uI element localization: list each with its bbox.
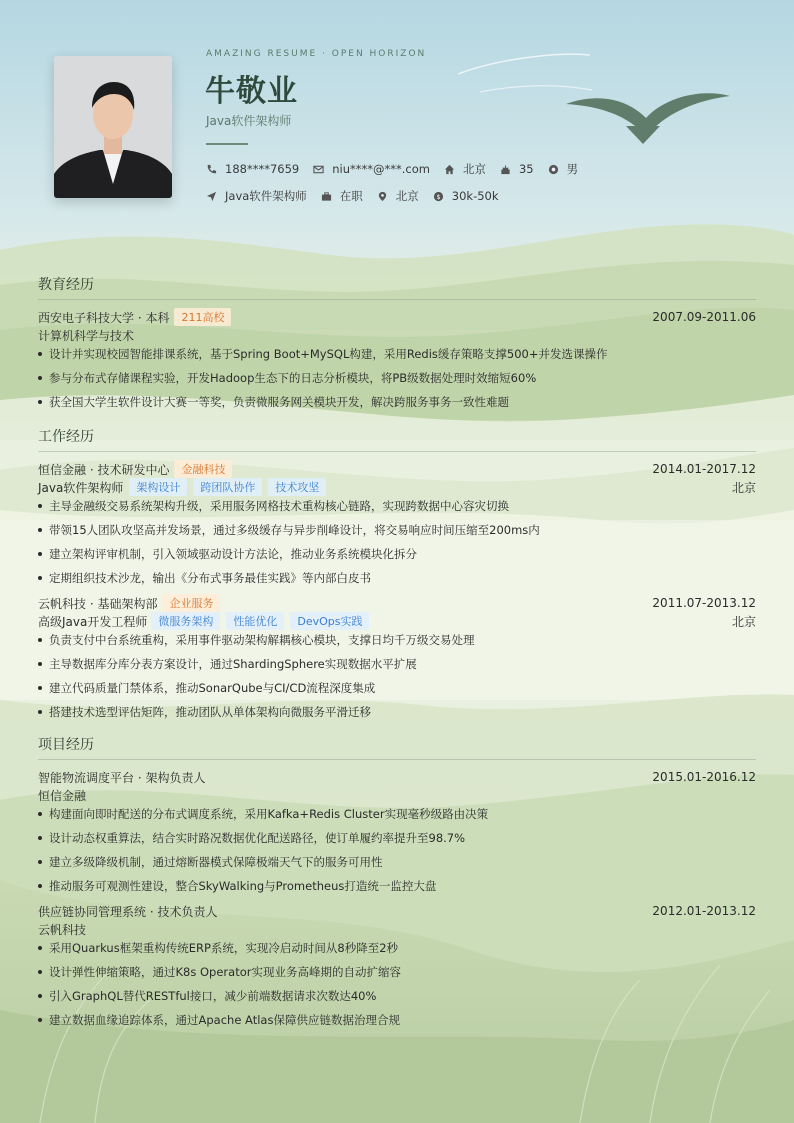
list-item: 构建面向即时配送的分布式调度系统，采用Kafka+Redis Cluster实现毫秒级路由决策 xyxy=(38,806,756,830)
salary-item xyxy=(433,189,499,203)
list-item: 主导数据库分库分表方案设计，通过ShardingSphere实现数据水平扩展 xyxy=(38,656,756,680)
project-entry-sub xyxy=(38,920,756,938)
project-org: 云帆科技 xyxy=(38,922,87,937)
phone-value[interactable]: 188****7659 xyxy=(225,162,300,176)
send-icon xyxy=(206,191,217,202)
work-bullets xyxy=(38,632,756,728)
candidate-name: 牛敬业 xyxy=(205,74,298,109)
target-position-value: Java软件架构师 xyxy=(225,189,307,203)
section-title: 项目经历 xyxy=(38,734,756,760)
list-item: 设计弹性伸缩策略，通过K8s Operator实现业务高峰期的自动扩缩容 xyxy=(38,964,756,988)
company-name: 恒信金融 · 技术研发中心 xyxy=(38,462,170,477)
title-divider xyxy=(206,143,248,145)
gender-item xyxy=(548,161,579,177)
target-city-item xyxy=(377,188,419,204)
project-name: 供应链协同管理系统 · 技术负责人 xyxy=(38,904,218,919)
projects-section xyxy=(38,734,756,1036)
list-item: 设计并实现校园智能排课系统，基于Spring Boot+MySQL构建，采用Redis缓存策略支撑500+并发选课操作 xyxy=(38,346,756,370)
work-entry-head xyxy=(38,460,756,478)
home-icon xyxy=(444,164,455,175)
work-bullets xyxy=(38,498,756,594)
education-date: 2007.09-2011.06 xyxy=(652,310,756,324)
list-item: 采用Quarkus框架重构传统ERP系统，实现冷启动时间从8秒降至2秒 xyxy=(38,940,756,964)
school-tag: 211高校 xyxy=(174,308,231,326)
project-name: 智能物流调度平台 · 架构负责人 xyxy=(38,770,206,785)
position-name: Java软件架构师 xyxy=(38,480,124,495)
list-item: 定期组织技术沙龙，输出《分布式事务最佳实践》等内部白皮书 xyxy=(38,570,756,594)
section-title: 工作经历 xyxy=(38,426,756,452)
work-location: 北京 xyxy=(731,614,756,629)
project-org: 恒信金融 xyxy=(38,788,87,803)
education-entry-head xyxy=(38,308,756,326)
project-date: 2015.01-2016.12 xyxy=(652,770,756,784)
age-value: 35 xyxy=(518,162,534,176)
gender-value: 男 xyxy=(566,162,579,176)
list-item: 带领15人团队攻坚高并发场景，通过多级缓存与异步削峰设计，将交易响应时间压缩至200ms内 xyxy=(38,522,756,546)
skill-tag: 性能优化 xyxy=(226,612,284,630)
work-entry-sub xyxy=(38,612,756,630)
project-entry-head xyxy=(38,768,756,786)
school-name: 西安电子科技大学 · 本科 xyxy=(38,310,170,325)
list-item: 推动服务可观测性建设，整合SkyWalking与Prometheus打造统一监控大盘 xyxy=(38,878,756,902)
money-icon xyxy=(433,191,444,202)
industry-tag: 企业服务 xyxy=(162,594,220,612)
education-section xyxy=(38,274,756,418)
list-item: 引入GraphQL替代RESTful接口，减少前端数据请求次数达40% xyxy=(38,988,756,1012)
list-item: 搭建技术选型评估矩阵，推动团队从单体架构向微服务平滑迁移 xyxy=(38,704,756,728)
list-item: 主导金融级交易系统架构升级，采用服务网格技术重构核心链路，实现跨数据中心容灾切换 xyxy=(38,498,756,522)
email-item xyxy=(313,162,430,176)
project-bullets xyxy=(38,806,756,902)
status-value: 在职 xyxy=(339,189,363,203)
major: 计算机科学与技术 xyxy=(38,328,135,343)
project-date: 2012.01-2013.12 xyxy=(652,904,756,918)
salary-value: 30k-50k xyxy=(451,189,499,203)
skill-tag: 跨团队协作 xyxy=(193,478,262,496)
mail-icon xyxy=(313,164,324,175)
svg-text:$: $ xyxy=(436,192,441,201)
cake-icon xyxy=(500,164,511,175)
education-bullets xyxy=(38,346,756,418)
company-name: 云帆科技 · 基础架构部 xyxy=(38,596,158,611)
work-location: 北京 xyxy=(731,480,756,495)
list-item: 设计动态权重算法，结合实时路况数据优化配送路径，使订单履约率提升至98.7% xyxy=(38,830,756,854)
work-date: 2011.07-2013.12 xyxy=(652,596,756,610)
target-city-value: 北京 xyxy=(395,189,419,203)
skill-tag: 技术攻坚 xyxy=(268,478,326,496)
project-entry-sub xyxy=(38,786,756,804)
skill-tag: DevOps实践 xyxy=(290,612,369,630)
location-pin-icon xyxy=(377,191,388,202)
list-item: 建立数据血缘追踪体系，通过Apache Atlas保障供应链数据治理合规 xyxy=(38,1012,756,1036)
work-entry-head xyxy=(38,594,756,612)
list-item: 参与分布式存储课程实验，开发Hadoop生态下的日志分析模块，将PB级数据处理时效缩短60% xyxy=(38,370,756,394)
job-title: Java软件架构师 xyxy=(206,114,292,128)
industry-tag: 金融科技 xyxy=(174,460,232,478)
phone-icon xyxy=(206,164,217,175)
work-entry-sub xyxy=(38,478,756,496)
city-value: 北京 xyxy=(462,162,486,176)
briefcase-icon xyxy=(321,191,332,202)
tagline: AMAZING RESUME · OPEN HORIZON xyxy=(206,49,427,59)
position-name: 高级Java开发工程师 xyxy=(38,614,148,629)
contact-row xyxy=(206,161,592,177)
profile-photo xyxy=(54,56,172,198)
work-section xyxy=(38,426,756,728)
list-item: 负责支付中台系统重构，采用事件驱动架构解耦核心模块，支撑日均千万级交易处理 xyxy=(38,632,756,656)
intent-row xyxy=(206,188,513,204)
skill-tag: 微服务架构 xyxy=(151,612,220,630)
gender-icon xyxy=(548,164,559,175)
list-item: 建立架构评审机制，引入领域驱动设计方法论，推动业务系统模块化拆分 xyxy=(38,546,756,570)
skill-tag: 架构设计 xyxy=(129,478,187,496)
list-item: 建立代码质量门禁体系，推动SonarQube与CI/CD流程深度集成 xyxy=(38,680,756,704)
status-item xyxy=(321,188,363,204)
project-bullets xyxy=(38,940,756,1036)
target-position-item xyxy=(206,188,307,204)
education-entry-sub xyxy=(38,326,756,344)
list-item: 获全国大学生软件设计大赛一等奖，负责微服务网关模块开发，解决跨服务事务一致性难题 xyxy=(38,394,756,418)
phone-item xyxy=(206,162,299,176)
age-item xyxy=(500,162,534,176)
city-item xyxy=(444,161,486,177)
work-date: 2014.01-2017.12 xyxy=(652,462,756,476)
list-item: 建立多级降级机制，通过熔断器模式保障极端天气下的服务可用性 xyxy=(38,854,756,878)
project-entry-head xyxy=(38,902,756,920)
section-title: 教育经历 xyxy=(38,274,756,300)
email-value[interactable]: niu****@***.com xyxy=(332,162,430,176)
